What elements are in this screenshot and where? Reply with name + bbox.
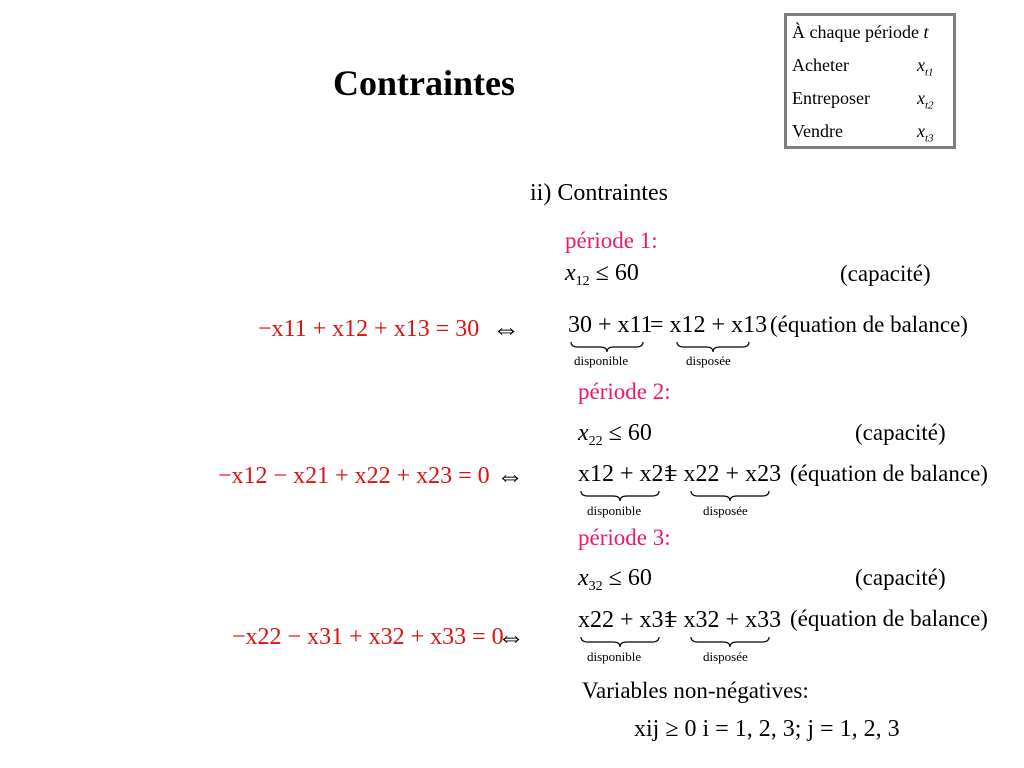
legend-row-var: $x_{t2}$ xyxy=(917,88,934,112)
available-brace xyxy=(580,490,660,502)
balance-label: (équation de balance) xyxy=(790,461,988,486)
period-heading: période 1: xyxy=(565,228,658,253)
period-heading: période 2: xyxy=(578,379,671,404)
balance-left: x12 + x21 xyxy=(578,461,676,487)
equivalence-symbol: ⇔ xyxy=(497,622,525,653)
page-title: Contraintes xyxy=(333,63,515,103)
legend-row-label: Vendre xyxy=(792,121,843,141)
disposed-brace xyxy=(690,490,770,502)
legend-row-var: $x_{t1}$ xyxy=(917,55,934,79)
legend-header xyxy=(792,22,928,43)
equivalence-symbol: ⇔ xyxy=(492,314,520,345)
balance-label: (équation de balance) xyxy=(770,312,968,337)
capacity-label: (capacité) xyxy=(855,420,946,445)
balance-right: = x22 + x23 xyxy=(664,461,782,487)
available-label: disponible xyxy=(574,353,629,368)
capacity-label: (capacité) xyxy=(840,261,931,286)
legend-row-label: Acheter xyxy=(792,55,849,75)
equivalence-symbol: ⇔ xyxy=(496,461,524,492)
disposed-brace xyxy=(676,341,750,353)
equivalent-equation: −x22 − x31 + x32 + x33 = 0 xyxy=(232,624,504,650)
legend-header-text: À chaque période xyxy=(792,22,919,42)
available-brace xyxy=(570,341,644,353)
equivalent-equation: −x11 + x12 + x13 = 30 xyxy=(258,316,480,342)
capacity-constraint: $x_{22} \le 60$ xyxy=(578,420,652,449)
balance-right: = x32 + x33 xyxy=(664,607,782,633)
legend-row-label: Entreposer xyxy=(792,88,870,108)
variables-legend xyxy=(784,13,956,149)
capacity-label: (capacité) xyxy=(855,565,946,590)
balance-right: = x12 + x13 xyxy=(650,312,768,338)
balance-left: 30 + x11 xyxy=(568,312,653,338)
available-label: disponible xyxy=(587,503,642,518)
section-title: ii) Contraintes xyxy=(530,180,668,206)
capacity-constraint: $x_{32} \le 60$ xyxy=(578,565,652,594)
disposed-label: disposée xyxy=(703,503,748,518)
balance-label: (équation de balance) xyxy=(790,606,988,631)
available-brace xyxy=(580,636,660,648)
disposed-label: disposée xyxy=(686,353,731,368)
capacity-constraint: $x_{12} \le 60$ xyxy=(565,260,639,289)
balance-left: x22 + x31 xyxy=(578,607,676,633)
disposed-brace xyxy=(690,636,770,648)
available-label: disponible xyxy=(587,649,642,664)
period-heading: période 3: xyxy=(578,525,671,550)
nonnegativity-heading: Variables non-négatives: xyxy=(582,678,809,703)
legend-row-var: $x_{t3}$ xyxy=(917,121,934,145)
legend-header-var: t xyxy=(923,22,929,42)
disposed-label: disposée xyxy=(703,649,748,664)
equivalent-equation: −x12 − x21 + x22 + x23 = 0 xyxy=(218,463,490,489)
nonnegativity-formula: xij ≥ 0 i = 1, 2, 3; j = 1, 2, 3 xyxy=(634,716,900,742)
